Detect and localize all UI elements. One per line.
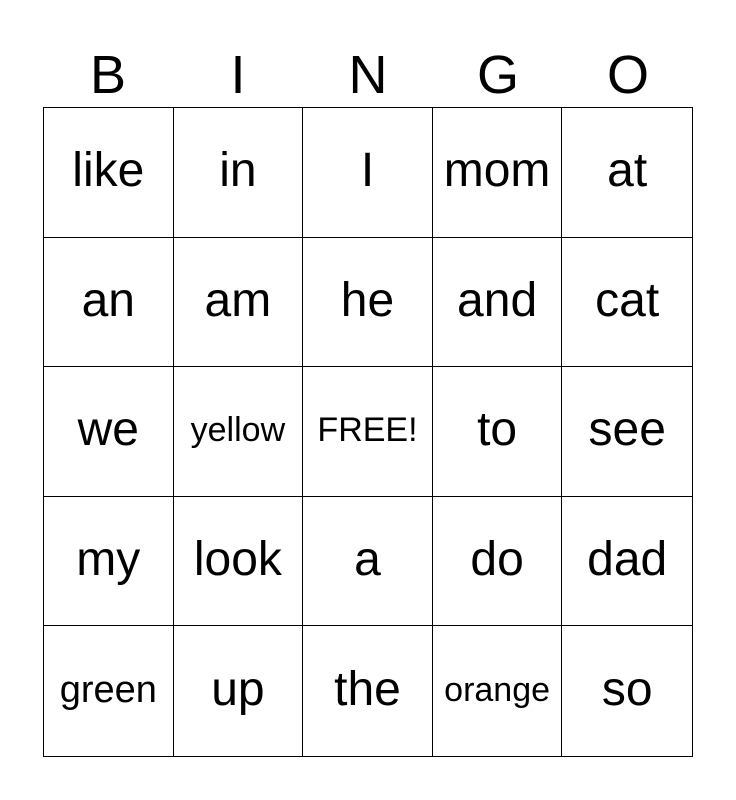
- header-letter-i: I: [230, 45, 246, 105]
- bingo-cell[interactable]: do: [433, 497, 563, 627]
- bingo-cell[interactable]: so: [601, 663, 653, 717]
- header-letter-g: G: [476, 45, 519, 105]
- bingo-header: [43, 42, 693, 108]
- bingo-cell[interactable]: cat: [562, 238, 692, 368]
- bingo-cell[interactable]: my: [44, 497, 174, 627]
- bingo-cell[interactable]: we: [44, 367, 174, 497]
- bingo-cell[interactable]: like: [44, 108, 174, 238]
- bingo-cell[interactable]: I: [303, 108, 433, 238]
- bingo-cell[interactable]: and: [433, 238, 563, 368]
- bingo-cell[interactable]: he: [303, 238, 433, 368]
- bingo-cell[interactable]: dad: [562, 497, 692, 627]
- bingo-cell[interactable]: at: [562, 108, 692, 238]
- header-letter-n: N: [348, 45, 388, 105]
- bingo-cell[interactable]: yellow: [174, 367, 304, 497]
- bingo-cell[interactable]: mom: [433, 108, 563, 238]
- header-letter-o: O: [606, 45, 649, 105]
- bingo-cell[interactable]: a: [303, 497, 433, 627]
- header-letter-b: B: [89, 45, 127, 105]
- bingo-board: [43, 107, 693, 757]
- bingo-cell[interactable]: to: [433, 367, 563, 497]
- bingo-cell[interactable]: am: [174, 238, 304, 368]
- bingo-cell[interactable]: the: [303, 626, 433, 756]
- bingo-cell[interactable]: an: [44, 238, 174, 368]
- bingo-cell[interactable]: up: [174, 626, 304, 756]
- bingo-cell[interactable]: green: [44, 626, 174, 756]
- bingo-cell[interactable]: look: [174, 497, 304, 627]
- bingo-cell[interactable]: see: [562, 367, 692, 497]
- bingo-free-cell[interactable]: FREE!: [303, 367, 433, 497]
- bingo-cell[interactable]: in: [174, 108, 304, 238]
- bingo-cell[interactable]: orange: [433, 626, 563, 756]
